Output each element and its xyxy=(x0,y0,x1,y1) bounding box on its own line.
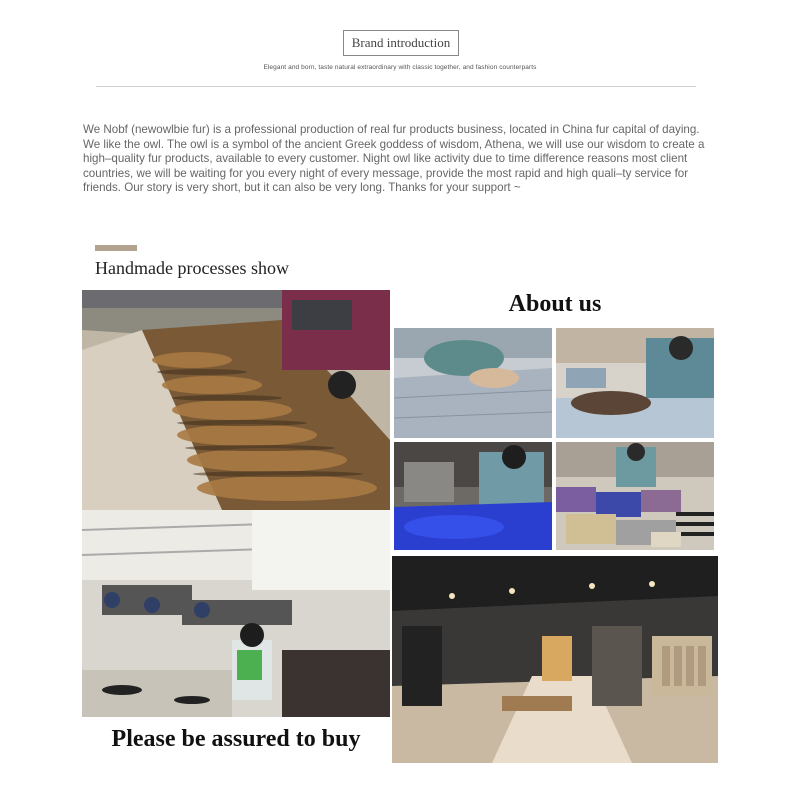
about-us-title: About us xyxy=(508,291,602,317)
brand-introduction-label: Brand introduction xyxy=(343,30,459,56)
stitching-fur-photo xyxy=(556,328,714,438)
blue-fur-trimming-photo xyxy=(394,442,552,550)
brand-intro-text xyxy=(83,123,723,196)
assurance-caption: Please be assured to buy xyxy=(111,726,361,752)
fur-pelts-market-photo xyxy=(82,290,390,510)
section-title: Handmade processes show xyxy=(95,258,289,278)
intro-paragraph-2: We like the owl. The owl is a symbol of the ancient Greek goddess of wisdom, Athena, we will use our wisdom to create a high–quality fur products, available to every customer. Night owl like activity due to time difference reasons most client countries, we will be waiting for you every night of every message, provide the most rapid and high quali–ty service for friends. Our story is very short, but it can also be very long. Thanks for your support ~ xyxy=(83,137,705,195)
fur-showroom-photo xyxy=(392,556,718,763)
brand-tagline: Elegant and born, taste natural extraordinary with classic together, and fashion counterparts xyxy=(263,64,537,71)
header-divider xyxy=(96,86,696,87)
section-accent-bar xyxy=(95,245,137,251)
fur-factory-workshop-photo xyxy=(82,510,390,717)
intro-paragraph-1: We Nobf (newowlbie fur) is a professional production of real fur products business, located in China fur capital of daying. xyxy=(83,123,700,136)
colored-fur-pieces-photo xyxy=(556,442,714,550)
cutting-gray-fur-photo xyxy=(394,328,552,438)
